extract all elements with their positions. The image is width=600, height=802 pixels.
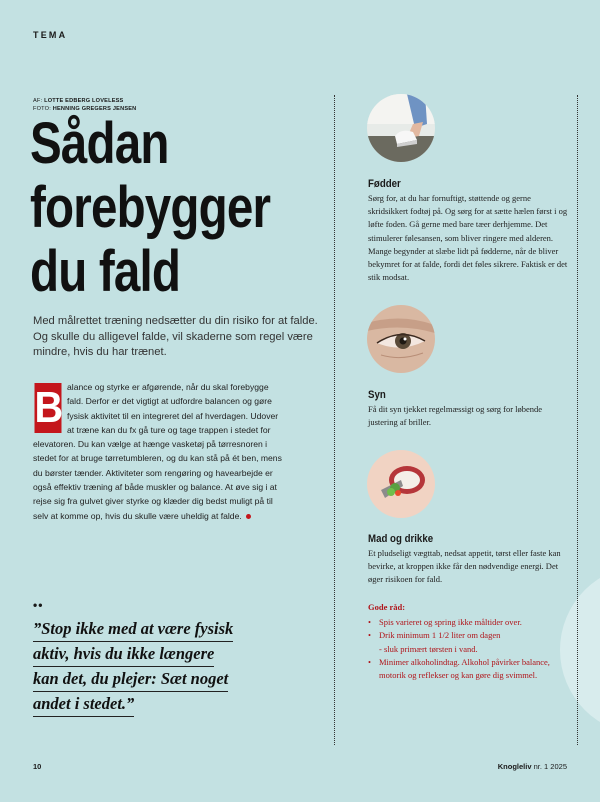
- headline-line: forebygger: [30, 175, 271, 240]
- author-name: LOTTE EDBERG LOVELESS: [44, 98, 124, 104]
- body-text: alance og styrke er afgørende, når du skal forebygge fald. Derfor er det vigtigt at udfordre balancen og gøre fysisk aktivitet til en integreret del af hverdagen. Udover at træne kan du fx gå ture og tage trappen i stedet for elevatoren. Du kan vælge at hænge vasketøj på tørresnoren i stedet for at bruge tørretumbleren, og du kan stå på ét ben, mens du børster tænder. Aktiviteter som rengøring og havearbejde er også effektiv træning af både muskler og balance. At øve sig i at rejse sig fra gulvet giver styrke og klæder dig bedst muligt på til selv at komme op, hvis du skulle være uheldig at falde.: [33, 382, 282, 521]
- section-feet: [368, 178, 568, 284]
- drop-cap: B: [34, 383, 64, 432]
- tip-item: • Minimer alkoholindtag. Alkohol påvirker balance, motorik og reflekser og kan gøre dig svimmel.: [368, 656, 568, 682]
- page-title: [30, 112, 276, 304]
- pull-quote-line: kan det, du plejer: Sæt noget: [33, 667, 228, 692]
- pull-quote-line: andet i stedet.”: [33, 692, 134, 717]
- section-title: Syn: [368, 389, 386, 401]
- body-paragraph: [33, 380, 283, 523]
- section-text: Et pludseligt vægttab, nedsat appetit, tørst eller faste kan bevirke, at kroppen ikke får den nødvendige energi. Det øger risikoen for fald.: [368, 548, 561, 585]
- photographer-name: HENNING GREGERS JENSEN: [52, 106, 137, 112]
- section-label: TEMA: [33, 30, 68, 40]
- column-divider: [334, 95, 335, 745]
- issue-number: nr. 1 2025: [533, 762, 567, 771]
- pull-quote-line: ”Stop ikke med at være fysisk: [33, 617, 233, 642]
- tips-title: Gode råd:: [368, 602, 406, 612]
- end-mark-icon: [246, 514, 251, 519]
- magazine-footer: [498, 762, 567, 771]
- eye-photo: [367, 305, 435, 373]
- headline-line: du fald: [30, 239, 181, 304]
- feet-photo: [367, 94, 435, 162]
- tips-box: [368, 601, 568, 682]
- tip-item: - sluk primært tørsten i vand.: [379, 643, 478, 654]
- tip-item: • Drik minimum 1 1/2 liter om dagen: [368, 629, 568, 642]
- section-text: Sørg for, at du har fornuftigt, støttende og gerne skridsikkert fodtøj på. Og sørg for at sætte hælen først i og løfte foden. Gå gerne med bare tæer derhjemme. Det stimulerer følesansen, som bliver ringere med alderen. Mange begynder at slæbe lidt på fødderne, når de bliver bekymret for at falde, fordi det føles sikrere. Faktisk er det stik modsat.: [368, 193, 568, 283]
- section-vision: [368, 389, 568, 429]
- tips-list: [368, 616, 568, 682]
- byline: AF: LOTTE EDBERG LOVELESS FOTO: HENNING GREGERS JENSEN: [33, 98, 137, 112]
- page-number: 10: [33, 762, 42, 771]
- pull-quote: [33, 617, 273, 717]
- pull-quote-line: aktiv, hvis du ikke længere: [33, 642, 214, 667]
- tip-item: • Spis varieret og spring ikke måltider over.: [368, 616, 568, 629]
- food-photo: [367, 450, 435, 518]
- intro-paragraph: Med målrettet træning nedsætter du din risiko for at falde. Og skulle du alligevel falde, vil skaderne som regel være mindre, hvis du har trænet.: [33, 315, 318, 358]
- quote-marker: ••: [33, 598, 44, 612]
- section-title: Fødder: [368, 178, 401, 190]
- column-divider: [577, 95, 578, 745]
- section-title: Mad og drikke: [368, 533, 434, 545]
- headline-line: Sådan: [30, 111, 169, 176]
- magazine-name: Knogleliv: [497, 762, 532, 771]
- section-text: Få dit syn tjekket regelmæssigt og sørg for løbende justering af briller.: [368, 404, 543, 428]
- section-food: [368, 533, 568, 587]
